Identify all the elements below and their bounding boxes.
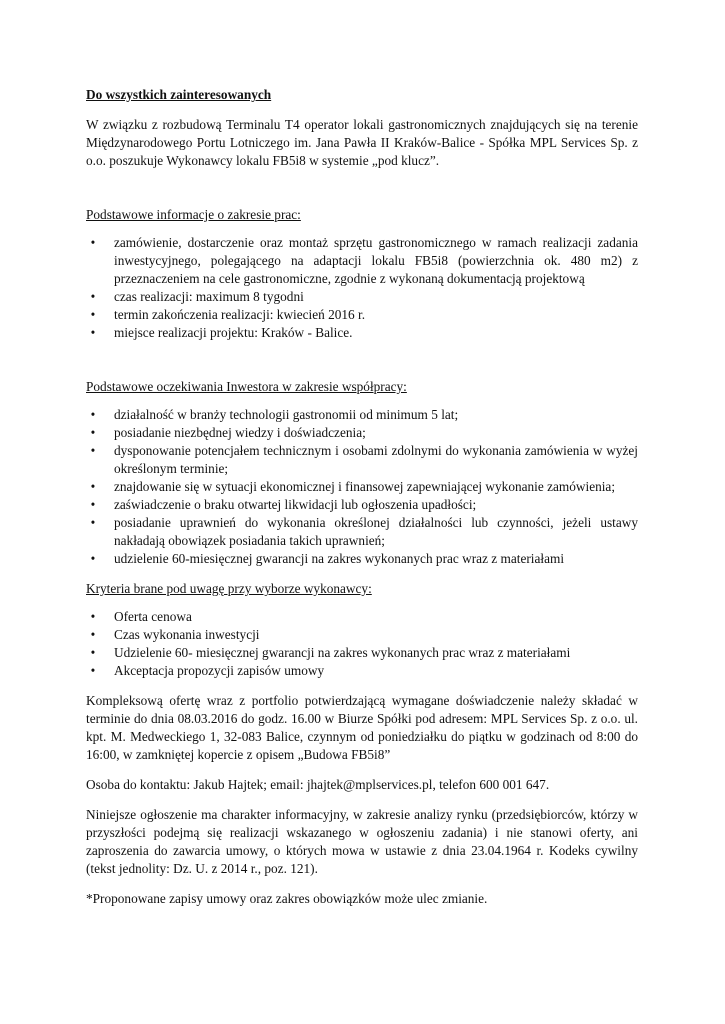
list-item	[86, 306, 638, 324]
list-item-text: miejsce realizacji projektu: Kraków - Balice.	[114, 325, 353, 340]
list-item-text: Udzielenie 60- miesięcznej gwarancji na zakres wykonanych prac wraz z materiałami	[114, 645, 571, 660]
list-item	[86, 550, 638, 568]
list-item-text: posiadanie niezbędnej wiedzy i doświadczenia;	[114, 425, 366, 440]
bullet-icon: •	[90, 325, 96, 340]
disclaimer-paragraph: Niniejsze ogłoszenie ma charakter informacyjny, w zakresie analizy rynku (przedsiębiorców, którzy w przyszłości podejmą się realizacji wskazanego w ogłoszeniu zadania) i nie stanowi oferty, ani zaproszenia do zawarcia umowy, o których mowa w ustawie z dnia 23.04.1964 r. Kodeks cywilny (tekst jednolity: Dz. U. z 2014 r., poz. 121).	[86, 807, 638, 876]
section-title-criteria: Kryteria brane pod uwagę przy wyborze wykonawcy:	[86, 581, 372, 596]
list-item-text: działalność w branży technologii gastronomii od minimum 5 lat;	[114, 407, 459, 422]
list-item	[86, 442, 638, 478]
list-item	[86, 478, 638, 496]
list-item-text: posiadanie uprawnień do wykonania określonej działalności lub czynności, jeżeli ustawy nakładają obowiązek posiadania takich uprawnień;	[114, 515, 638, 548]
scope-list	[86, 234, 638, 342]
list-item-text: Akceptacja propozycji zapisów umowy	[114, 663, 325, 678]
expectations-list	[86, 406, 638, 568]
list-item-text: zaświadczenie o braku otwartej likwidacji lub ogłoszenia upadłości;	[114, 497, 477, 512]
document-heading: Do wszystkich zainteresowanych	[86, 87, 272, 102]
offer-paragraph: Kompleksową ofertę wraz z portfolio potwierdzającą wymagane doświadczenie należy składać w terminie do dnia 08.03.2016 do godz. 16.00 w Biurze Spółki pod adresem: MPL Services Sp. z o.o. ul. kpt. M. Medweckiego 1, 32-083 Balice, czynnym od poniedziałku do piątku w godzinach od 8:00 do 16:00, w zamkniętej kopercie z opisem „Budowa FB5i8”	[86, 693, 638, 762]
list-item-text: udzielenie 60-miesięcznej gwarancji na zakres wykonanych prac wraz z materiałami	[114, 551, 565, 566]
footnote-paragraph: *Proponowane zapisy umowy oraz zakres obowiązków może ulec zmianie.	[86, 891, 488, 906]
bullet-icon: •	[90, 425, 96, 440]
list-item	[86, 234, 638, 288]
list-item	[86, 424, 638, 442]
list-item-text: dysponowanie potencjałem technicznym i osobami zdolnymi do wykonania zamówienia w wyżej określonym terminie;	[114, 443, 638, 476]
list-item-text: zamówienie, dostarczenie oraz montaż sprzętu gastronomicznego w ramach realizacji zadania inwestycyjnego, polegającego na adaptacji lokalu FB5i8 (powierzchnia ok. 480 m2) z przeznaczeniem na cele gastronomiczne, zgodnie z wykonaną dokumentacją projektową	[114, 235, 638, 286]
list-item-text: termin zakończenia realizacji: kwiecień 2016 r.	[114, 307, 366, 322]
bullet-icon: •	[90, 515, 96, 530]
list-item-text: Czas wykonania inwestycji	[114, 627, 260, 642]
list-item	[86, 608, 638, 626]
list-item	[86, 288, 638, 306]
bullet-icon: •	[90, 663, 96, 678]
section-title-expectations: Podstawowe oczekiwania Inwestora w zakresie współpracy:	[86, 379, 407, 394]
list-item	[86, 324, 638, 342]
bullet-icon: •	[90, 497, 96, 512]
bullet-icon: •	[90, 407, 96, 422]
bullet-icon: •	[90, 551, 96, 566]
bullet-icon: •	[90, 289, 96, 304]
bullet-icon: •	[90, 235, 96, 250]
criteria-list	[86, 608, 638, 680]
list-item	[86, 406, 638, 424]
bullet-icon: •	[90, 479, 96, 494]
bullet-icon: •	[90, 645, 96, 660]
bullet-icon: •	[90, 307, 96, 322]
list-item-text: znajdowanie się w sytuacji ekonomicznej i finansowej zapewniającej wykonanie zamówienia;	[114, 479, 616, 494]
list-item	[86, 626, 638, 644]
section-title-scope: Podstawowe informacje o zakresie prac:	[86, 207, 301, 222]
list-item	[86, 496, 638, 514]
list-item	[86, 662, 638, 680]
list-item	[86, 514, 638, 550]
document-page	[86, 86, 638, 908]
bullet-icon: •	[90, 609, 96, 624]
list-item	[86, 644, 638, 662]
bullet-icon: •	[90, 443, 96, 458]
list-item-text: czas realizacji: maximum 8 tygodni	[114, 289, 304, 304]
list-item-text: Oferta cenowa	[114, 609, 192, 624]
bullet-icon: •	[90, 627, 96, 642]
intro-paragraph: W związku z rozbudową Terminalu T4 operator lokali gastronomicznych znajdujących się na terenie Międzynarodowego Portu Lotniczego im. Jana Pawła II Kraków-Balice - Spółka MPL Services Sp. z o.o. poszukuje Wykonawcy lokalu FB5i8 w systemie „pod klucz”.	[86, 117, 638, 168]
contact-paragraph: Osoba do kontaktu: Jakub Hajtek; email: jhajtek@mplservices.pl, telefon 600 001 647.	[86, 777, 550, 792]
